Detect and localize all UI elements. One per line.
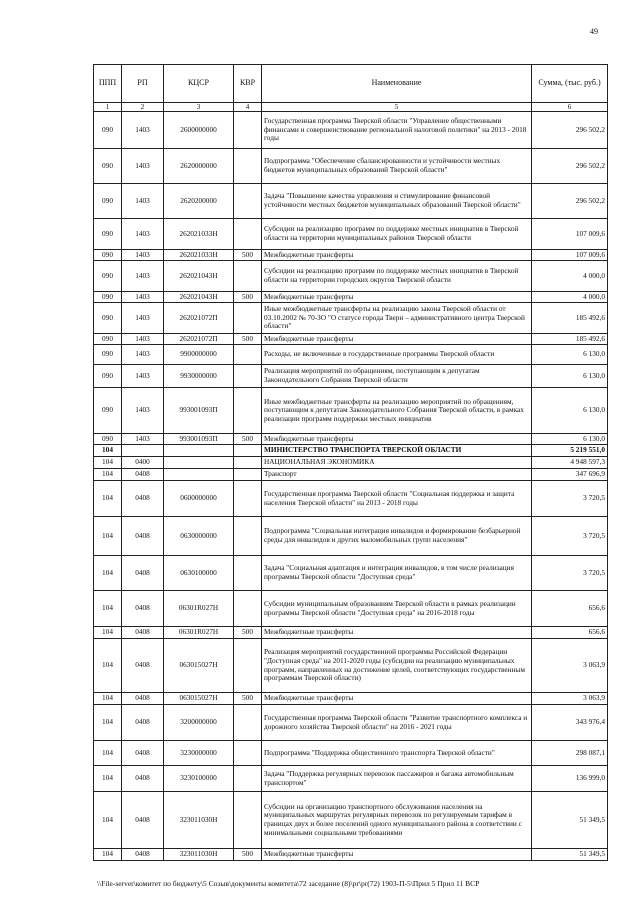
- column-number: 2: [122, 103, 164, 112]
- cell-ppp: 104: [94, 445, 122, 457]
- cell-name: Иные межбюджетные трансферты на реализацию мероприятий по обращениям, поступающим к депутатам Законодательного Собрания Тверской области, в рамках реализации программ поддержки местных инициатив: [262, 388, 532, 434]
- cell-rp: 1403: [122, 261, 164, 292]
- cell-kcsr: 3230000000: [164, 741, 234, 766]
- column-number: 5: [262, 103, 532, 112]
- cell-kvr: [234, 591, 262, 627]
- cell-sum: 51 349,5: [532, 849, 608, 861]
- cell-kvr: [234, 792, 262, 849]
- cell-sum: 185 492,6: [532, 334, 608, 345]
- cell-ppp: 104: [94, 741, 122, 766]
- cell-kcsr: 9930000000: [164, 365, 234, 388]
- table-row: [94, 591, 608, 627]
- cell-name: Субсидии на реализацию программ по поддержке местных инициатив в Тверской области на территории муниципальных районов Тверской области: [262, 219, 532, 250]
- table-row: [94, 303, 608, 334]
- cell-name: Субсидии муниципальным образованиям Тверской области в рамках реализации программы Тверской области "Доступная среда" на 2016-2018 годы: [262, 591, 532, 627]
- cell-kvr: [234, 345, 262, 365]
- table-row: [94, 627, 608, 639]
- cell-rp: 0408: [122, 627, 164, 639]
- cell-rp: 0408: [122, 591, 164, 627]
- cell-rp: 0408: [122, 693, 164, 705]
- cell-kcsr: 06301R027Н: [164, 591, 234, 627]
- cell-rp: 1403: [122, 365, 164, 388]
- cell-name: Межбюджетные трансферты: [262, 693, 532, 705]
- cell-ppp: 090: [94, 261, 122, 292]
- cell-sum: 3 720,5: [532, 556, 608, 591]
- header-ppp: ППП: [94, 65, 122, 103]
- cell-kvr: [234, 219, 262, 250]
- cell-name: Задача "Повышение качества управления и стимулирование финансовой устойчивости местных бюджетов муниципальных образований Тверской области": [262, 184, 532, 219]
- cell-kvr: [234, 112, 262, 149]
- cell-name: Подпрограмма "Социальная интеграция инвалидов и формирование безбарьерной среды для инвалидов и других маломобильных групп населения": [262, 517, 532, 556]
- cell-ppp: 104: [94, 766, 122, 792]
- cell-rp: 1403: [122, 292, 164, 303]
- cell-name: Межбюджетные трансферты: [262, 334, 532, 345]
- cell-kcsr: 3200000000: [164, 705, 234, 741]
- cell-name: Субсидии на организацию транспортного обслуживания населения на муниципальных маршрутах регулярных перевозок по регулируемым тарифам в границах двух и более поселений одного муниципального района в соответствии с минимальными социальными требованиями: [262, 792, 532, 849]
- cell-rp: 0408: [122, 469, 164, 481]
- cell-ppp: 090: [94, 365, 122, 388]
- cell-sum: 4 948 597,3: [532, 457, 608, 469]
- cell-ppp: 104: [94, 705, 122, 741]
- cell-kcsr: 063015027Н: [164, 639, 234, 693]
- cell-name: Задача "Поддержка регулярных перевозок пассажиров и багажа автомобильным транспортом": [262, 766, 532, 792]
- header-name: Наименование: [262, 65, 532, 103]
- cell-kvr: 500: [234, 849, 262, 861]
- cell-kcsr: 06301R027Н: [164, 627, 234, 639]
- cell-kcsr: 063015027Н: [164, 693, 234, 705]
- cell-rp: 0408: [122, 741, 164, 766]
- cell-kvr: [234, 303, 262, 334]
- cell-name: Межбюджетные трансферты: [262, 434, 532, 445]
- cell-sum: 6 130,0: [532, 345, 608, 365]
- table-row: [94, 766, 608, 792]
- cell-sum: 296 502,2: [532, 149, 608, 184]
- cell-kcsr: 0600000000: [164, 481, 234, 517]
- cell-kvr: [234, 469, 262, 481]
- cell-ppp: 090: [94, 184, 122, 219]
- cell-sum: 296 502,2: [532, 184, 608, 219]
- table-row: [94, 457, 608, 469]
- cell-rp: 0408: [122, 517, 164, 556]
- header-kcsr: КЦСР: [164, 65, 234, 103]
- table-row: [94, 250, 608, 261]
- table-row: [94, 469, 608, 481]
- cell-name: Транспорт: [262, 469, 532, 481]
- cell-ppp: 090: [94, 219, 122, 250]
- cell-kvr: 500: [234, 434, 262, 445]
- cell-name: Государственная программа Тверской области "Управление общественными финансами и совершенствование региональной налоговой политики" на 2013 - 2018 годы: [262, 112, 532, 149]
- header-rp: РП: [122, 65, 164, 103]
- cell-kcsr: 3230100000: [164, 766, 234, 792]
- cell-kvr: 500: [234, 292, 262, 303]
- cell-kcsr: 0630000000: [164, 517, 234, 556]
- cell-name: Государственная программа Тверской области "Развитие транспортного комплекса и дорожного хозяйства Тверской области" на 2016 - 2021 годы: [262, 705, 532, 741]
- cell-rp: 1403: [122, 250, 164, 261]
- cell-ppp: 090: [94, 434, 122, 445]
- cell-sum: 5 219 551,0: [532, 445, 608, 457]
- column-number-row: [94, 103, 608, 112]
- cell-rp: 1403: [122, 388, 164, 434]
- cell-kvr: [234, 639, 262, 693]
- table-row: [94, 434, 608, 445]
- cell-name: Реализация мероприятий государственной программы Российской Федерации "Доступная среда" на 2011-2020 годы (субсидии на реализацию муниципальных программ, направленных на достижение целей, соответствующих государственным программам Тверской области): [262, 639, 532, 693]
- cell-sum: 656,6: [532, 627, 608, 639]
- page-number: 49: [590, 27, 598, 36]
- cell-sum: 3 063,9: [532, 639, 608, 693]
- cell-rp: [122, 445, 164, 457]
- table-row: [94, 388, 608, 434]
- cell-rp: 1403: [122, 112, 164, 149]
- cell-kvr: [234, 184, 262, 219]
- table-row: [94, 639, 608, 693]
- cell-sum: 343 976,4: [532, 705, 608, 741]
- cell-kvr: [234, 481, 262, 517]
- cell-sum: 6 130,0: [532, 365, 608, 388]
- cell-rp: 0408: [122, 705, 164, 741]
- table-row: [94, 112, 608, 149]
- column-number: 1: [94, 103, 122, 112]
- cell-ppp: 090: [94, 345, 122, 365]
- cell-ppp: 104: [94, 556, 122, 591]
- cell-kcsr: [164, 469, 234, 481]
- cell-kvr: 500: [234, 627, 262, 639]
- cell-name: МИНИСТЕРСТВО ТРАНСПОРТА ТВЕРСКОЙ ОБЛАСТИ: [262, 445, 532, 457]
- cell-kcsr: 9900000000: [164, 345, 234, 365]
- cell-kcsr: [164, 445, 234, 457]
- cell-ppp: 090: [94, 303, 122, 334]
- cell-kvr: 500: [234, 250, 262, 261]
- cell-kcsr: 262021033Н: [164, 219, 234, 250]
- cell-ppp: 104: [94, 693, 122, 705]
- cell-kcsr: 262021072П: [164, 303, 234, 334]
- cell-kvr: [234, 741, 262, 766]
- cell-rp: 0408: [122, 792, 164, 849]
- cell-sum: 3 720,5: [532, 517, 608, 556]
- cell-kvr: [234, 261, 262, 292]
- cell-ppp: 090: [94, 149, 122, 184]
- cell-name: Реализация мероприятий по обращениям, поступающим к депутатам Законодательного Собрания Тверской области: [262, 365, 532, 388]
- column-number: 6: [532, 103, 608, 112]
- cell-ppp: 104: [94, 517, 122, 556]
- cell-ppp: 090: [94, 250, 122, 261]
- cell-kvr: [234, 766, 262, 792]
- budget-table: [93, 64, 608, 861]
- table-row: [94, 481, 608, 517]
- cell-kvr: [234, 705, 262, 741]
- cell-name: Расходы, не включенные в государственные программы Тверской области: [262, 345, 532, 365]
- table-row: [94, 849, 608, 861]
- cell-rp: 0408: [122, 766, 164, 792]
- cell-sum: 4 000,0: [532, 261, 608, 292]
- cell-sum: 107 009,6: [532, 250, 608, 261]
- cell-kcsr: 323011030Н: [164, 849, 234, 861]
- table-row: [94, 556, 608, 591]
- cell-kcsr: 2620200000: [164, 184, 234, 219]
- cell-sum: 296 502,2: [532, 112, 608, 149]
- table-row: [94, 517, 608, 556]
- cell-ppp: 104: [94, 591, 122, 627]
- cell-sum: 136 999,0: [532, 766, 608, 792]
- cell-rp: 1403: [122, 334, 164, 345]
- column-number: 4: [234, 103, 262, 112]
- cell-sum: 298 087,1: [532, 741, 608, 766]
- cell-kcsr: [164, 457, 234, 469]
- cell-sum: 4 000,0: [532, 292, 608, 303]
- cell-rp: 1403: [122, 434, 164, 445]
- table-row: [94, 345, 608, 365]
- table-row: [94, 184, 608, 219]
- cell-ppp: 104: [94, 627, 122, 639]
- table-row: [94, 792, 608, 849]
- cell-ppp: 104: [94, 639, 122, 693]
- table-row: [94, 219, 608, 250]
- cell-kvr: [234, 388, 262, 434]
- cell-name: Государственная программа Тверской области "Социальная поддержка и защита населения Тверской области" на 2013 - 2018 годы: [262, 481, 532, 517]
- column-number: 3: [164, 103, 234, 112]
- table-row: [94, 741, 608, 766]
- cell-rp: 1403: [122, 345, 164, 365]
- cell-kvr: [234, 457, 262, 469]
- cell-name: Иные межбюджетные трансферты на реализацию закона Тверской области от 03.10.2002 № 70-ЗО "О статусе города Твери – административного центра Тверской области": [262, 303, 532, 334]
- cell-ppp: 090: [94, 334, 122, 345]
- table-row: [94, 149, 608, 184]
- cell-sum: 3 720,5: [532, 481, 608, 517]
- cell-ppp: 090: [94, 388, 122, 434]
- cell-name: НАЦИОНАЛЬНАЯ ЭКОНОМИКА: [262, 457, 532, 469]
- cell-rp: 1403: [122, 219, 164, 250]
- cell-kcsr: 993001093П: [164, 388, 234, 434]
- cell-kcsr: 993001093П: [164, 434, 234, 445]
- table-row: [94, 334, 608, 345]
- cell-kvr: [234, 556, 262, 591]
- cell-ppp: 104: [94, 792, 122, 849]
- header-sum: Сумма, (тыс. руб.): [532, 65, 608, 103]
- cell-sum: 656,6: [532, 591, 608, 627]
- cell-name: Подпрограмма "Обеспечение сбалансированности и устойчивости местных бюджетов муниципальных образований Тверской области": [262, 149, 532, 184]
- cell-name: Подпрограмма "Поддержка общественного транспорта Тверской области": [262, 741, 532, 766]
- header-kvr: КВР: [234, 65, 262, 103]
- cell-kvr: [234, 445, 262, 457]
- cell-rp: 0408: [122, 556, 164, 591]
- cell-ppp: 090: [94, 112, 122, 149]
- cell-name: Межбюджетные трансферты: [262, 627, 532, 639]
- cell-ppp: 104: [94, 469, 122, 481]
- cell-rp: 1403: [122, 303, 164, 334]
- cell-sum: 347 696,9: [532, 469, 608, 481]
- cell-sum: 3 063,9: [532, 693, 608, 705]
- cell-rp: 0400: [122, 457, 164, 469]
- cell-kvr: [234, 517, 262, 556]
- file-path-footer: \\File-server\комитет по бюджету\5 Созыв\документы комитета\72 заседание (8)\pr\pr(72) 1903-П-5\Прил 5 Прил 11 ВСР: [97, 879, 480, 888]
- cell-rp: 1403: [122, 149, 164, 184]
- table-row: [94, 261, 608, 292]
- cell-kcsr: 262021033Н: [164, 250, 234, 261]
- table-row: [94, 445, 608, 457]
- cell-name: Межбюджетные трансферты: [262, 292, 532, 303]
- cell-rp: 0408: [122, 481, 164, 517]
- table-row: [94, 292, 608, 303]
- cell-kvr: [234, 365, 262, 388]
- cell-sum: 51 349,5: [532, 792, 608, 849]
- header-row: [94, 65, 608, 103]
- cell-kcsr: 2620000000: [164, 149, 234, 184]
- cell-rp: 0408: [122, 849, 164, 861]
- cell-kvr: [234, 149, 262, 184]
- cell-kvr: 500: [234, 334, 262, 345]
- cell-kcsr: 262021043Н: [164, 292, 234, 303]
- cell-sum: 6 130,0: [532, 388, 608, 434]
- cell-sum: 6 130,0: [532, 434, 608, 445]
- cell-ppp: 104: [94, 481, 122, 517]
- cell-kcsr: 0630100000: [164, 556, 234, 591]
- cell-kvr: 500: [234, 693, 262, 705]
- table-body: [94, 112, 608, 861]
- cell-name: Задача "Социальная адаптация и интеграция инвалидов, в том числе реализация программы Тверской области "Доступная среда": [262, 556, 532, 591]
- cell-name: Субсидии на реализацию программ по поддержке местных инициатив в Тверской области на территории городских округов Тверской области: [262, 261, 532, 292]
- table-row: [94, 693, 608, 705]
- cell-ppp: 104: [94, 849, 122, 861]
- cell-kcsr: 323011030Н: [164, 792, 234, 849]
- cell-name: Межбюджетные трансферты: [262, 849, 532, 861]
- cell-name: Межбюджетные трансферты: [262, 250, 532, 261]
- cell-kcsr: 262021043Н: [164, 261, 234, 292]
- table-row: [94, 705, 608, 741]
- cell-rp: 1403: [122, 184, 164, 219]
- cell-rp: 0408: [122, 639, 164, 693]
- cell-sum: 107 009,6: [532, 219, 608, 250]
- cell-sum: 185 492,6: [532, 303, 608, 334]
- cell-ppp: 090: [94, 292, 122, 303]
- cell-kcsr: 2600000000: [164, 112, 234, 149]
- cell-ppp: 104: [94, 457, 122, 469]
- cell-kcsr: 262021072П: [164, 334, 234, 345]
- table-row: [94, 365, 608, 388]
